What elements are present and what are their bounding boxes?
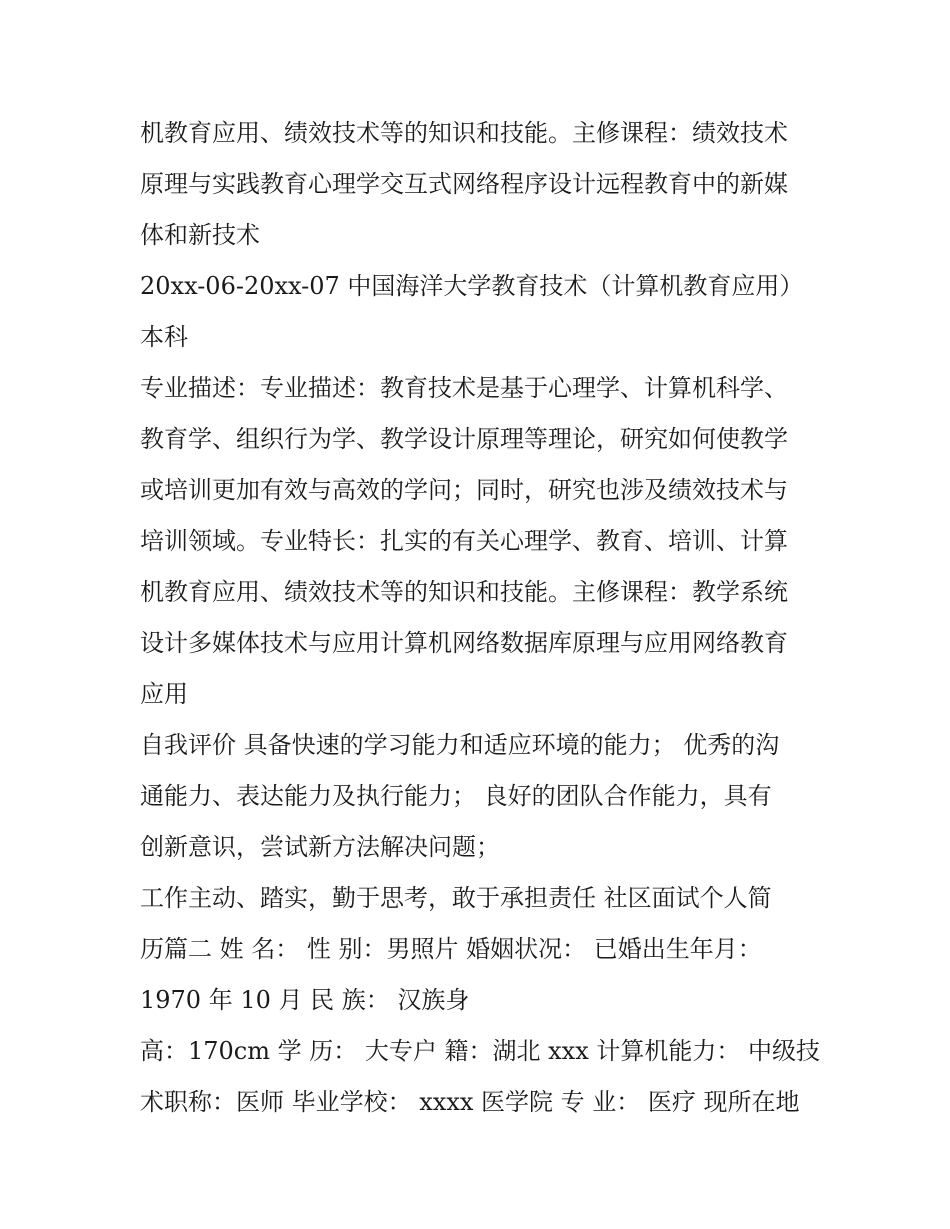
text-line: 设计多媒体技术与应用计算机网络数据库原理与应用网络教育 xyxy=(140,629,788,657)
text-line: 或培训更加有效与高效的学问；同时，研究也涉及绩效技术与 xyxy=(140,476,788,504)
text-line: 应用 xyxy=(140,680,188,708)
text-line: 创新意识，尝试新方法解决问题； xyxy=(140,833,500,861)
text-line: 自我评价 具备快速的学习能力和适应环境的能力； 优秀的沟 xyxy=(140,731,780,759)
text-line: 机教育应用、绩效技术等的知识和技能。主修课程：教学系统 xyxy=(140,578,788,606)
text-line: 原理与实践教育心理学交互式网络程序设计远程教育中的新媒 xyxy=(140,170,788,198)
text-line: 本科 xyxy=(140,323,188,351)
text-line: 20xx-06-20xx-07 中国海洋大学教育技术（计算机教育应用） xyxy=(140,272,804,300)
document-body xyxy=(140,108,820,1128)
text-line: 术职称：医师 毕业学校： xxxx 医学院 专 业： 医疗 现所在地 xyxy=(140,1088,800,1116)
text-line: 历篇二 姓 名： 性 别：男照片 婚姻状况： 已婚出生年月： xyxy=(140,935,762,963)
text-line: 培训领域。专业特长：扎实的有关心理学、教育、培训、计算 xyxy=(140,527,788,555)
text-line: 高：170cm 学 历： 大专户 籍：湖北 xxx 计算机能力： 中级技 xyxy=(140,1037,821,1065)
text-line: 机教育应用、绩效技术等的知识和技能。主修课程：绩效技术 xyxy=(140,119,788,147)
text-line: 体和新技术 xyxy=(140,221,260,249)
text-line: 工作主动、踏实，勤于思考，敢于承担责任 社区面试个人简 xyxy=(140,884,772,912)
text-line: 1970 年 10 月 民 族： 汉族身 xyxy=(140,986,470,1014)
text-line: 教育学、组织行为学、教学设计原理等理论，研究如何使教学 xyxy=(140,425,788,453)
text-line: 通能力、表达能力及执行能力； 良好的团队合作能力，具有 xyxy=(140,782,772,810)
text-line: 专业描述：专业描述：教育技术是基于心理学、计算机科学、 xyxy=(140,374,788,402)
